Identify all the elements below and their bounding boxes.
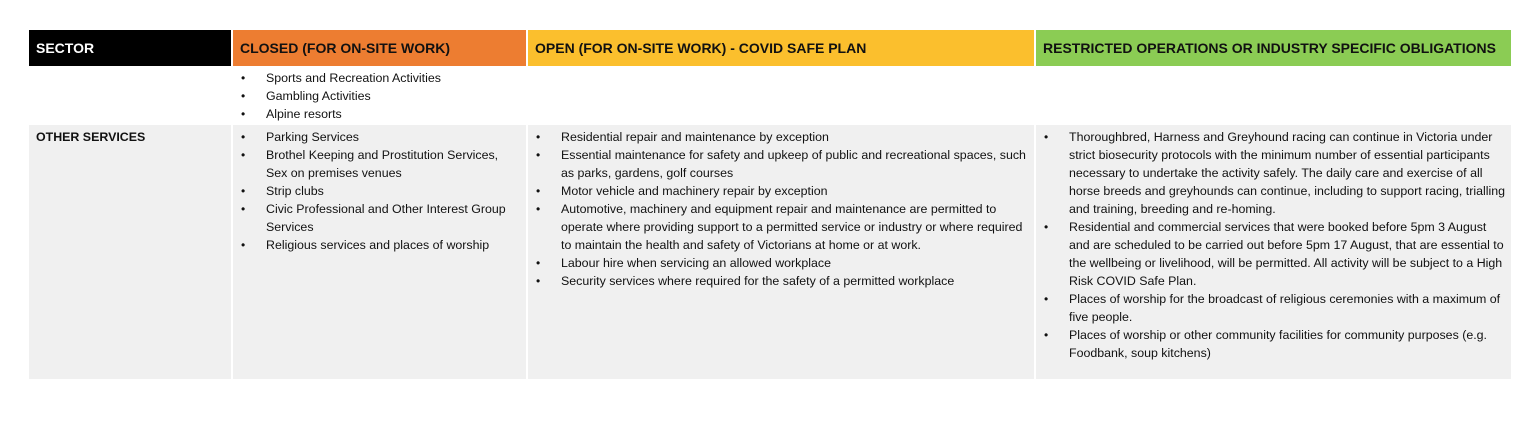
header-restricted: RESTRICTED OPERATIONS OR INDUSTRY SPECIFIC OBLIGATIONS xyxy=(1035,30,1512,66)
list-item xyxy=(233,146,526,182)
list-item xyxy=(233,236,526,254)
list-item xyxy=(1036,128,1511,218)
bullet-icon: • xyxy=(536,184,541,198)
bullet-icon: • xyxy=(241,107,246,121)
bullet-icon: • xyxy=(536,202,541,216)
list-item xyxy=(528,146,1034,182)
list-item-text: Automotive, machinery and equipment repair and maintenance are permitted to operate where providing support to a permitted service or industry or where required to maintain the health and safety of Victorians at home or at work. xyxy=(561,202,1023,252)
list-item xyxy=(233,105,526,123)
list-item xyxy=(1036,290,1511,326)
list-item xyxy=(233,69,526,87)
list-item-text: Essential maintenance for safety and upkeep of public and recreational spaces, such as parks, gardens, golf courses xyxy=(561,148,1026,180)
list-item-text: Thoroughbred, Harness and Greyhound racing can continue in Victoria under strict biosecurity protocols with the minimum number of essential participants necessary to undertake the activity safely. The daily care and exercise of all horse breeds and greyhounds can continue, including to support racing, trialling and training, breeding and re-homing. xyxy=(1069,130,1506,216)
bullet-icon: • xyxy=(1044,328,1049,342)
bullet-icon: • xyxy=(1044,220,1049,234)
list-item xyxy=(233,182,526,200)
list-item xyxy=(528,272,1034,290)
list-item-text: Places of worship or other community facilities for community purposes (e.g. Foodbank, soup kitchens) xyxy=(1069,328,1488,360)
bullet-icon: • xyxy=(1044,130,1049,144)
list-item-text: Sports and Recreation Activities xyxy=(266,71,441,85)
list-item xyxy=(528,254,1034,272)
open-cell xyxy=(527,125,1035,379)
bullet-icon: • xyxy=(241,148,246,162)
list-item-text: Security services where required for the safety of a permitted workplace xyxy=(561,274,955,288)
restricted-cell xyxy=(1035,66,1512,125)
bullet-icon: • xyxy=(241,202,246,216)
header-sector: SECTOR xyxy=(29,30,232,66)
list-item-text: Gambling Activities xyxy=(266,89,371,103)
list-item-text: Civic Professional and Other Interest Group Services xyxy=(266,202,506,234)
sector-cell xyxy=(29,66,232,125)
list-item xyxy=(528,182,1034,200)
bullet-icon: • xyxy=(1044,292,1049,306)
restricted-cell xyxy=(1035,125,1512,379)
header-closed: CLOSED (FOR ON-SITE WORK) xyxy=(232,30,527,66)
list-item xyxy=(528,128,1034,146)
sector-cell: OTHER SERVICES xyxy=(29,125,232,379)
list-item xyxy=(1036,326,1511,362)
list-item-text: Labour hire when servicing an allowed workplace xyxy=(561,256,831,270)
closed-cell xyxy=(232,66,527,125)
list-item-text: Residential repair and maintenance by exception xyxy=(561,130,829,144)
bullet-icon: • xyxy=(241,184,246,198)
list-item-text: Places of worship for the broadcast of religious ceremonies with a maximum of five people. xyxy=(1069,292,1501,324)
list-item-text: Parking Services xyxy=(266,130,359,144)
list-item-text: Religious services and places of worship xyxy=(266,238,490,252)
bullet-icon: • xyxy=(536,256,541,270)
bullet-icon: • xyxy=(241,71,246,85)
list-item xyxy=(528,200,1034,254)
restrictions-table xyxy=(29,30,1513,379)
list-item xyxy=(233,200,526,236)
list-item-text: Alpine resorts xyxy=(266,107,342,121)
list-item-text: Brothel Keeping and Prostitution Services, Sex on premises venues xyxy=(266,148,499,180)
bullet-icon: • xyxy=(241,89,246,103)
table-row xyxy=(29,66,1512,125)
table-row xyxy=(29,125,1512,379)
closed-list xyxy=(233,128,526,254)
list-item-text: Motor vehicle and machinery repair by exception xyxy=(561,184,828,198)
open-list xyxy=(528,128,1034,290)
header-open: OPEN (FOR ON-SITE WORK) - COVID SAFE PLAN xyxy=(527,30,1035,66)
list-item-text: Strip clubs xyxy=(266,184,324,198)
list-item-text: Residential and commercial services that were booked before 5pm 3 August and are scheduled to be carried out before 5pm 17 August, that are essential to the wellbeing or livelihood, will be permitted. All activity will be subject to a High Risk COVID Safe Plan. xyxy=(1069,220,1504,288)
bullet-icon: • xyxy=(241,130,246,144)
bullet-icon: • xyxy=(241,238,246,252)
list-item xyxy=(233,87,526,105)
restricted-list xyxy=(1036,128,1511,362)
open-cell xyxy=(527,66,1035,125)
list-item xyxy=(1036,218,1511,290)
closed-list xyxy=(233,69,526,123)
header-row xyxy=(29,30,1512,66)
bullet-icon: • xyxy=(536,274,541,288)
bullet-icon: • xyxy=(536,148,541,162)
bullet-icon: • xyxy=(536,130,541,144)
list-item xyxy=(233,128,526,146)
closed-cell xyxy=(232,125,527,379)
